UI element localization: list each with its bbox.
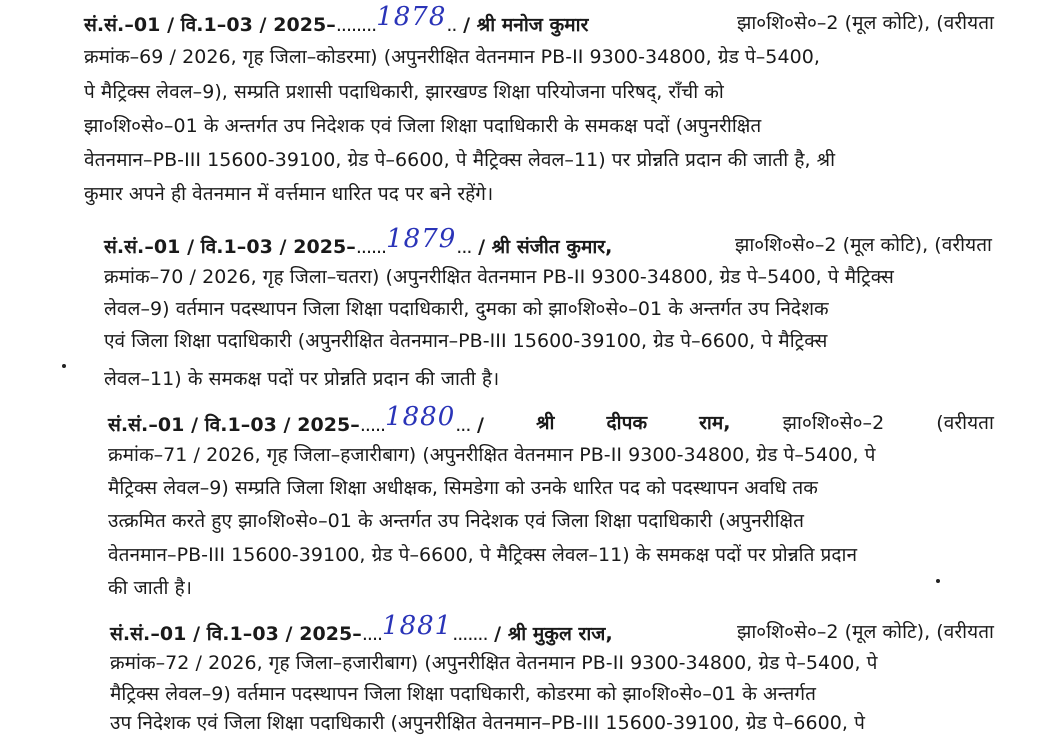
order-text: एवं जिला शिक्षा पदाधिकारी (अपुनरीक्षित वेतनमान–PB-III 15600-39100, ग्रेड पे–6600, पे मैट्रिक्स bbox=[104, 330, 828, 352]
order-text: क्रमांक–72 / 2026, गृह जिला–हजारीबाग) (अपुनरीक्षित वेतनमान PB-II 9300-34800, ग्रेड पे–5400, पे bbox=[110, 652, 878, 674]
order-line: सं.सं.–01 / वि.1–03 / 2025–........1878.. / श्री मनोज कुमार झा०शि०से०–2 (मूल कोटि), (वरीयता bbox=[84, 8, 994, 40]
order-text: कुमार अपने ही वेतनमान में वर्त्तमान धारित पद पर बने रहेंगे। bbox=[84, 183, 494, 205]
order-line bbox=[84, 179, 994, 209]
order-line: सं.सं.–01 / वि.1–03 / 2025–......1879... / श्री संजीत कुमार, झा०शि०से०–2 (मूल कोटि), (वरीयता bbox=[104, 230, 992, 262]
officer-name-part: दीपक bbox=[606, 412, 648, 434]
order-line: सं.सं.–01 / वि.1–03 / 2025–.....1880... / श्री दीपक राम, झा०शि०से०–2 (वरीयता bbox=[108, 408, 994, 440]
order-text: झा०शि०से०–2 (मूल कोटि), (वरीयता bbox=[734, 234, 992, 256]
officer-name: श्री संजीत कुमार, bbox=[491, 236, 613, 258]
ink-dot bbox=[936, 579, 940, 583]
order-text: उप निदेशक एवं जिला शिक्षा पदाधिकारी (अपुनरीक्षित वेतनमान–PB-III 15600-39100, ग्रेड पे–6600, पे bbox=[110, 712, 865, 734]
order-line bbox=[108, 506, 994, 536]
order-text: झा०शि०से०–2 bbox=[782, 412, 885, 434]
order-line bbox=[84, 145, 994, 175]
order-reference: सं.सं.–01 / वि.1–03 / 2025– bbox=[84, 14, 336, 36]
order-line bbox=[108, 540, 994, 570]
ink-dot bbox=[62, 364, 66, 368]
handwritten-order-number: 1880 bbox=[385, 402, 456, 432]
order-text: वेतनमान–PB-III 15600-39100, ग्रेड पे–6600, पे मैट्रिक्स लेवल–11) के समकक्ष पदों पर प्रोन्नति प्रदान bbox=[108, 544, 858, 566]
order-line bbox=[104, 294, 992, 324]
order-text: क्रमांक–69 / 2026, गृह जिला–कोडरमा) (अपुनरीक्षित वेतनमान PB-II 9300-34800, ग्रेड पे–5400, bbox=[84, 46, 820, 68]
order-text: मैट्रिक्स लेवल–9) सम्प्रति जिला शिक्षा अधीक्षक, सिमडेगा को उनके धारित पद को पदस्थापन अवधि तक bbox=[108, 477, 818, 499]
order-line bbox=[110, 708, 994, 738]
order-text: की जाती है। bbox=[108, 577, 193, 599]
order-text: पे मैट्रिक्स लेवल–9), सम्प्रति प्रशासी पदाधिकारी, झारखण्ड शिक्षा परियोजना परिषद्, राँची को bbox=[84, 81, 724, 103]
order-text: लेवल–11) के समकक्ष पदों पर प्रोन्नति प्रदान की जाती है। bbox=[104, 368, 500, 390]
handwritten-order-number: 1878 bbox=[376, 2, 447, 32]
order-text: क्रमांक–71 / 2026, गृह जिला–हजारीबाग) (अपुनरीक्षित वेतनमान PB-II 9300-34800, ग्रेड पे–5400, पे bbox=[108, 444, 876, 466]
order-text: (वरीयता bbox=[936, 412, 994, 434]
order-text: उत्क्रमित करते हुए झा०शि०से०–01 के अन्तर्गत उप निदेशक एवं जिला शिक्षा पदाधिकारी (अपुनरीक्षित bbox=[108, 510, 805, 532]
order-reference: सं.सं.–01 / वि.1–03 / 2025– bbox=[110, 623, 362, 645]
order-line bbox=[104, 262, 992, 292]
order-line bbox=[110, 648, 994, 678]
handwritten-order-number: 1881 bbox=[382, 611, 453, 641]
order-line bbox=[84, 111, 994, 141]
order-text: लेवल–9) वर्तमान पदस्थापन जिला शिक्षा पदाधिकारी, दुमका को झा०शि०से०–01 के अन्तर्गत उप निदेशक bbox=[104, 298, 829, 320]
officer-name-part: श्री bbox=[536, 412, 555, 434]
order-line bbox=[108, 473, 994, 503]
officer-name: श्री मुकुल राज, bbox=[507, 623, 613, 645]
order-reference: सं.सं.–01 / वि.1–03 / 2025– bbox=[108, 414, 360, 436]
order-reference: सं.सं.–01 / वि.1–03 / 2025– bbox=[104, 236, 356, 258]
order-line bbox=[104, 326, 992, 356]
order-text: झा०शि०से०–01 के अन्तर्गत उप निदेशक एवं जिला शिक्षा पदाधिकारी के समकक्ष पदों (अपुनरीक्षित bbox=[84, 115, 762, 137]
order-line bbox=[108, 440, 994, 470]
officer-name-part: राम, bbox=[699, 412, 731, 434]
order-line bbox=[110, 679, 994, 709]
order-line bbox=[104, 364, 992, 394]
handwritten-order-number: 1879 bbox=[386, 224, 457, 254]
order-text: मैट्रिक्स लेवल–9) वर्तमान पदस्थापन जिला शिक्षा पदाधिकारी, कोडरमा को झा०शि०से०–01 के अन्तर्गत bbox=[110, 683, 816, 705]
order-text: वेतनमान–PB-III 15600-39100, ग्रेड पे–6600, पे मैट्रिक्स लेवल–11) पर प्रोन्नति प्रदान की जाती है, श्री bbox=[84, 149, 836, 171]
officer-name: श्री मनोज कुमार bbox=[476, 14, 589, 36]
order-text: झा०शि०से०–2 (मूल कोटि), (वरीयता bbox=[736, 621, 994, 643]
order-text: झा०शि०से०–2 (मूल कोटि), (वरीयता bbox=[736, 12, 994, 34]
order-text: क्रमांक–70 / 2026, गृह जिला–चतरा) (अपुनरीक्षित वेतनमान PB-II 9300-34800, ग्रेड पे–5400, पे मैट्रिक्स bbox=[104, 266, 894, 288]
order-line bbox=[84, 42, 994, 72]
order-line: सं.सं.–01 / वि.1–03 / 2025–....1881....... / श्री मुकुल राज, झा०शि०से०–2 (मूल कोटि), (वरीयता bbox=[110, 617, 994, 649]
order-line bbox=[84, 77, 994, 107]
order-line bbox=[108, 573, 994, 603]
